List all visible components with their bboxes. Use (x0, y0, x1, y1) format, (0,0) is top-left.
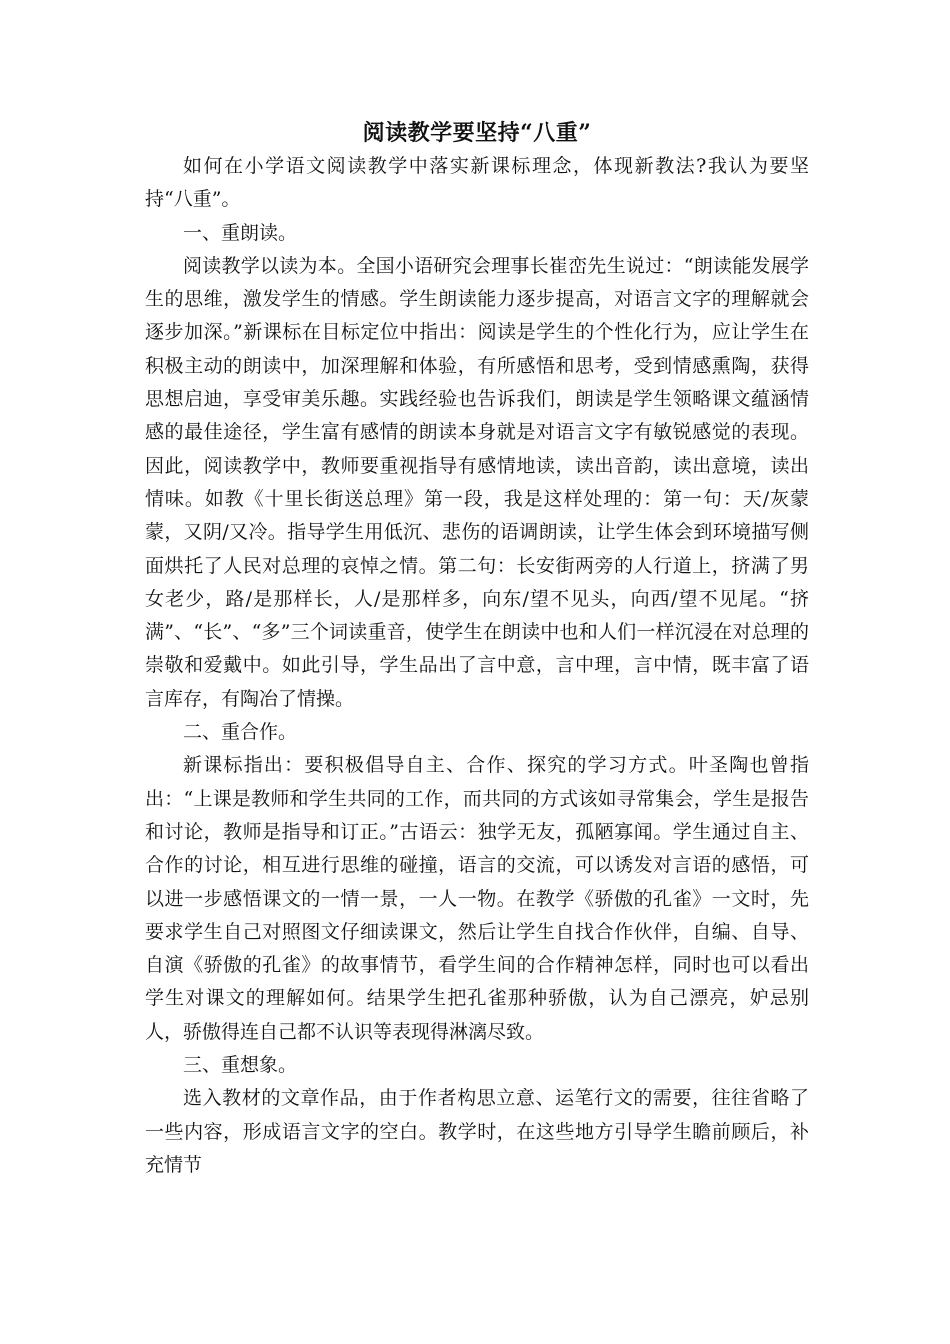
section-2-paragraph: 新课标指出：要积极倡导自主、合作、探究的学习方式。叶圣陶也曾指出：“上课是教师和学生共同的工作，而共同的方式该如寻常集会，学生是报告和讨论，教师是指导和订正。”古语云：独学无友，孤陋寡闻。学生通过自主、合作的讨论，相互进行思维的碰撞，语言的交流，可以诱发对言语的感悟，可以进一步感悟课文的一情一景，一人一物。在教学《骄傲的孔雀》一文时，先要求学生自己对照图文仔细读课文，然后让学生自找合作伙伴，自编、自导、自演《骄傲的孔雀》的故事情节，看学生间的合作精神怎样，同时也可以看出学生对课文的理解如何。结果学生把孔雀那种骄傲，认为自己漂亮，妒忌别人，骄傲得连自己都不认识等表现得淋漓尽致。 (145, 754, 809, 1043)
document-page (145, 118, 809, 1182)
section-heading-2: 二、重合作。 (183, 721, 298, 744)
intro-paragraph: 如何在小学语文阅读教学中落实新课标理念，体现新教法?我认为要坚持“八重”。 (145, 155, 809, 211)
section-heading-1: 一、重朗读。 (183, 221, 298, 244)
section-heading-3: 三、重想象。 (183, 1054, 298, 1077)
section-1-paragraph: 阅读教学以读为本。全国小语研究会理事长崔峦先生说过：“朗读能发展学生的思维，激发学生的情感。学生朗读能力逐步提高，对语言文字的理解就会逐步加深。”新课标在目标定位中指出：阅读是学生的个性化行为，应让学生在积极主动的朗读中，加深理解和体验，有所感悟和思考，受到情感熏陶，获得思想启迪，享受审美乐趣。实践经验也告诉我们，朗读是学生领略课文蕴涵情感的最佳途径，学生富有感情的朗读本身就是对语言文字有敏锐感觉的表现。因此，阅读教学中，教师要重视指导有感情地读，读出音韵，读出意境，读出情味。如教《十里长街送总理》第一段，我是这样处理的：第一句：天/灰蒙蒙，又阴/又冷。指导学生用低沉、悲伤的语调朗读，让学生体会到环境描写侧面烘托了人民对总理的哀悼之情。第二句：长安街两旁的人行道上，挤满了男女老少，路/是那样长，人/是那样多，向东/望不见头，向西/望不见尾。“挤满”、“长”、“多”三个词读重音，使学生在朗读中也和人们一样沉浸在对总理的崇敬和爱戴中。如此引导，学生品出了言中意，言中理，言中情，既丰富了语言库存，有陶冶了情操。 (145, 254, 809, 710)
section-3-paragraph: 选入教材的文章作品，由于作者构思立意、运笔行文的需要，往往省略了一些内容，形成语言文字的空白。教学时，在这些地方引导学生瞻前顾后，补充情节 (145, 1087, 809, 1176)
document-title: 阅读教学要坚持“八重” (362, 120, 592, 146)
